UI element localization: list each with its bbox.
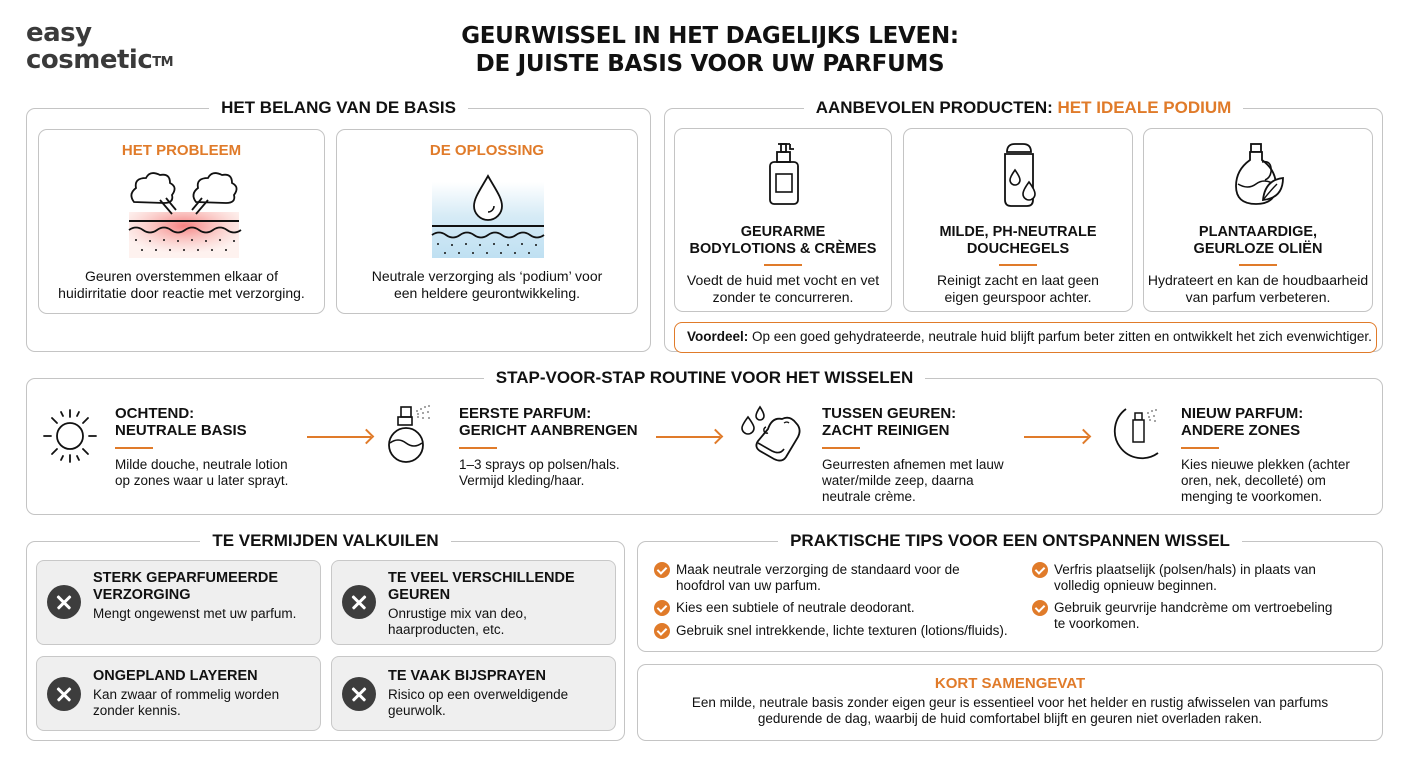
problem-text: Geuren overstemmen elkaar of huidirritatie door reactie met verzorging. xyxy=(58,268,305,301)
arrow-right-icon xyxy=(656,436,720,438)
product-card-olie xyxy=(1143,128,1373,312)
oil-bottle-leaf-icon xyxy=(1233,142,1285,208)
routine-panel-title: STAP-VOOR-STAP ROUTINE VOOR HET WISSELEN xyxy=(27,368,1382,388)
solution-heading: DE OPLOSSING xyxy=(429,142,545,159)
pitfall-text: Kan zwaar of rommelig worden zonder kennis. xyxy=(93,687,280,718)
step-text: Milde douche, neutrale lotion op zones waar u later sprayt. xyxy=(115,457,289,488)
pitfall-card xyxy=(36,560,321,645)
product-text: Hydrateert en kan de houdbaarheid van parfum verbeteren. xyxy=(1147,272,1369,305)
product-divider xyxy=(1239,264,1277,266)
pitfall-card xyxy=(331,656,616,731)
product-title: MILDE, PH-NEUTRALE DOUCHEGELS xyxy=(939,224,1097,257)
pitfall-card xyxy=(36,656,321,731)
benefit-label: Voordeel: xyxy=(687,329,749,344)
page-title xyxy=(360,22,1060,78)
problem-heading: HET PROBLEEM xyxy=(121,142,242,159)
x-circle-icon xyxy=(342,677,376,711)
step-divider xyxy=(459,447,497,449)
step-title: OCHTEND: NEUTRALE BASIS xyxy=(115,405,247,439)
basis-panel xyxy=(26,98,651,352)
summary-panel xyxy=(637,664,1383,741)
brand-logo xyxy=(26,20,173,74)
check-icon xyxy=(654,623,670,639)
product-divider xyxy=(999,264,1037,266)
product-divider xyxy=(764,264,802,266)
clashing-scent-clouds-irritated-skin-icon xyxy=(124,168,244,260)
pitfall-card xyxy=(331,560,616,645)
check-icon xyxy=(1032,562,1048,578)
page-title-line1: GEURWISSEL IN HET DAGELIJKS LEVEN: xyxy=(461,23,959,49)
check-icon xyxy=(1032,600,1048,616)
pump-bottle-icon xyxy=(764,142,804,206)
step-divider xyxy=(115,447,153,449)
x-circle-icon xyxy=(342,585,376,619)
arrow-right-icon xyxy=(307,436,371,438)
step-divider xyxy=(822,447,860,449)
shower-gel-bottle-icon xyxy=(999,142,1039,208)
product-text: Voedt de huid met vocht en vet zonder te concurreren. xyxy=(686,272,880,305)
pitfalls-panel-title: TE VERMIJDEN VALKUILEN xyxy=(27,531,624,551)
product-title: PLANTAARDIGE, GEURLOZE OLIËN xyxy=(1193,224,1323,257)
moon-spray-icon xyxy=(1104,405,1168,463)
pitfall-title: TE VAAK BIJSPRAYEN xyxy=(388,668,546,684)
routine-step-first-perfume xyxy=(459,405,638,489)
water-drop-calm-skin-icon xyxy=(430,168,546,260)
pitfalls-panel xyxy=(26,531,625,741)
pitfall-title: ONGEPLAND LAYEREN xyxy=(93,668,258,684)
pitfall-text: Mengt ongewenst met uw parfum. xyxy=(93,606,297,621)
tips-panel xyxy=(637,531,1383,652)
benefit-text: Op een goed gehydrateerde, neutrale huid blijft parfum beter zitten en ontwikkelt het zich evenwichtiger. xyxy=(748,329,1372,344)
tip-item: Gebruik snel intrekkende, lichte texturen (lotions/fluids). xyxy=(654,623,1008,639)
step-divider xyxy=(1181,447,1219,449)
step-text: Geurresten afnemen met lauw water/milde zeep, daarna neutrale crème. xyxy=(822,457,1004,504)
brand-line2: cosmetic xyxy=(26,45,153,75)
tip-item: Maak neutrale verzorging de standaard voor de hoofdrol van uw parfum. xyxy=(654,562,960,594)
benefit-callout xyxy=(674,322,1377,353)
product-card-douchegel xyxy=(903,128,1133,312)
trademark: TM xyxy=(152,55,174,70)
products-panel-title: AANBEVOLEN PRODUCTEN: HET IDEALE PODIUM xyxy=(665,98,1382,118)
products-panel xyxy=(664,98,1383,352)
pitfall-title: STERK GEPARFUMEERDE VERZORGING xyxy=(93,570,279,603)
tip-item: Gebruik geurvrije handcrème om vertroebeling te voorkomen. xyxy=(1032,600,1332,632)
step-title: EERSTE PARFUM: GERICHT AANBRENGEN xyxy=(459,405,638,439)
sun-icon xyxy=(42,408,98,464)
solution-card xyxy=(336,129,638,314)
step-title: NIEUW PARFUM: ANDERE ZONES xyxy=(1181,405,1304,439)
problem-card xyxy=(38,129,325,314)
pitfall-title: TE VEEL VERSCHILLENDE GEUREN xyxy=(388,570,575,603)
pitfall-text: Onrustige mix van deo, haarproducten, etc. xyxy=(388,606,527,637)
tip-item: Verfris plaatselijk (polsen/hals) in plaats van volledig opnieuw beginnen. xyxy=(1032,562,1316,594)
routine-step-morning xyxy=(115,405,288,489)
check-icon xyxy=(654,600,670,616)
step-text: 1–3 sprays op polsen/hals. Vermijd kleding/haar. xyxy=(459,457,620,488)
routine-step-cleanse xyxy=(822,405,1004,505)
step-text: Kies nieuwe plekken (achter oren, nek, decolleté) om menging te voorkomen. xyxy=(1181,457,1350,504)
solution-text: Neutrale verzorging als ‘podium’ voor een heldere geurontwikkeling. xyxy=(371,268,603,301)
perfume-spray-icon xyxy=(385,403,443,465)
x-circle-icon xyxy=(47,585,81,619)
summary-text: Een milde, neutrale basis zonder eigen geur is essentieel voor het helder en rustig afwisselen van parfums gedurende de dag, waarbij de huid comfortabel blijft en geuren niet overladen raken. xyxy=(691,695,1329,726)
step-title: TUSSEN GEUREN: ZACHT REINIGEN xyxy=(822,405,957,439)
product-title: GEURARME BODYLOTIONS & CRÈMES xyxy=(689,224,877,257)
product-text: Reinigt zacht en laat geen eigen geurspoor achter. xyxy=(937,272,1099,305)
routine-step-new-perfume xyxy=(1181,405,1350,505)
brand-line1: easy xyxy=(26,18,92,48)
page-title-line2: DE JUISTE BASIS VOOR UW PARFUMS xyxy=(475,51,945,77)
tip-item: Kies een subtiele of neutrale deodorant. xyxy=(654,600,915,616)
basis-panel-title: HET BELANG VAN DE BASIS xyxy=(27,98,650,118)
check-icon xyxy=(654,562,670,578)
tips-panel-title: PRAKTISCHE TIPS VOOR EEN ONTSPANNEN WISSEL xyxy=(638,531,1382,551)
arrow-right-icon xyxy=(1024,436,1088,438)
pitfall-text: Risico op een overweldigende geurwolk. xyxy=(388,687,569,718)
summary-title: KORT SAMENGEVAT xyxy=(934,675,1086,692)
x-circle-icon xyxy=(47,677,81,711)
product-card-bodylotion xyxy=(674,128,892,312)
sponge-drops-icon xyxy=(738,403,806,467)
